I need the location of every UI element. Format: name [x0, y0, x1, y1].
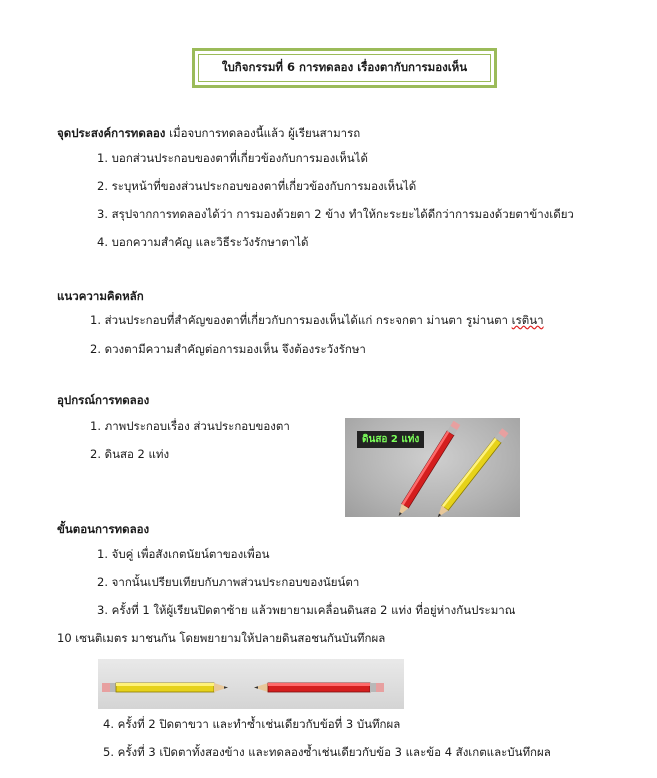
- pencil-illustration: [345, 418, 520, 517]
- procedure-continuation: 10 เซนติเมตร มาชนกัน โดยพยายามให้ปลายดินสอชนกันบันทึกผล: [57, 631, 386, 645]
- concept-item: 2. ดวงตามีความสำคัญต่อการมองเห็น จึงต้องระวังรักษา: [90, 342, 366, 356]
- procedure-item: 2. จากนั้นเปรียบเทียบกับภาพส่วนประกอบของนัยน์ตา: [97, 575, 360, 589]
- pencil-illustration: [98, 659, 404, 709]
- procedure-item: 3. ครั้งที่ 1 ให้ผู้เรียนปิดตาซ้าย แล้วพยายามเคลื่อนดินสอ 2 แท่ง ที่อยู่ห่างกันประมาณ: [97, 603, 516, 617]
- page-title: ใบกิจกรรมที่ 6 การทดลอง เรื่องตากับการมองเห็น: [198, 54, 491, 82]
- procedure-item: 1. จับคู่ เพื่อสังเกตนัยน์ตาของเพื่อน: [97, 547, 270, 561]
- equipment-heading: อุปกรณ์การทดลอง: [57, 393, 150, 407]
- concept-heading: แนวความคิดหลัก: [57, 289, 144, 303]
- procedure-item: 5. ครั้งที่ 3 เปิดตาทั้งสองข้าง และทดลองซ้ำเช่นเดียวกับข้อ 3 และข้อ 4 สังเกตและบันทึกผล: [103, 745, 551, 759]
- concept-item-text: 1. ส่วนประกอบที่สำคัญของตาที่เกี่ยวกับการมองเห็นได้แก่ กระจกตา ม่านตา รูม่านตา: [90, 313, 512, 327]
- objective-item: 1. บอกส่วนประกอบของตาที่เกี่ยวข้องกับการมองเห็นได้: [97, 151, 368, 165]
- objective-item: 4. บอกความสำคัญ และวิธีระวังรักษาตาได้: [97, 235, 309, 249]
- objective-line: [57, 125, 360, 143]
- objective-item: 3. สรุปจากการทดลองได้ว่า การมองด้วยตา 2 ข้าง ทำให้กะระยะได้ดีกว่าการมองด้วยตาข้างเดียว: [97, 207, 574, 221]
- concept-item: [90, 312, 544, 330]
- pencils-tip-to-tip-image: [98, 659, 404, 709]
- procedure-item: 4. ครั้งที่ 2 ปิดตาขวา และทำซ้ำเช่นเดียวกับข้อที่ 3 บันทึกผล: [103, 717, 401, 731]
- objective-item: 2. ระบุหน้าที่ของส่วนประกอบของตาที่เกี่ยวข้องกับการมองเห็นได้: [97, 179, 417, 193]
- equipment-item: 1. ภาพประกอบเรื่อง ส่วนประกอบของตา: [90, 419, 290, 433]
- image-label: ดินสอ 2 แท่ง: [357, 431, 424, 448]
- objective-intro: เมื่อจบการทดลองนี้แล้ว ผู้เรียนสามารถ: [169, 126, 361, 140]
- title-box: [192, 48, 497, 88]
- two-pencils-image: [345, 418, 520, 517]
- procedure-heading: ขั้นตอนการทดลอง: [57, 522, 150, 536]
- equipment-item: 2. ดินสอ 2 แท่ง: [90, 447, 170, 461]
- objective-heading: จุดประสงค์การทดลอง: [57, 126, 166, 140]
- spellcheck-flagged-word: เรตินา: [511, 313, 544, 327]
